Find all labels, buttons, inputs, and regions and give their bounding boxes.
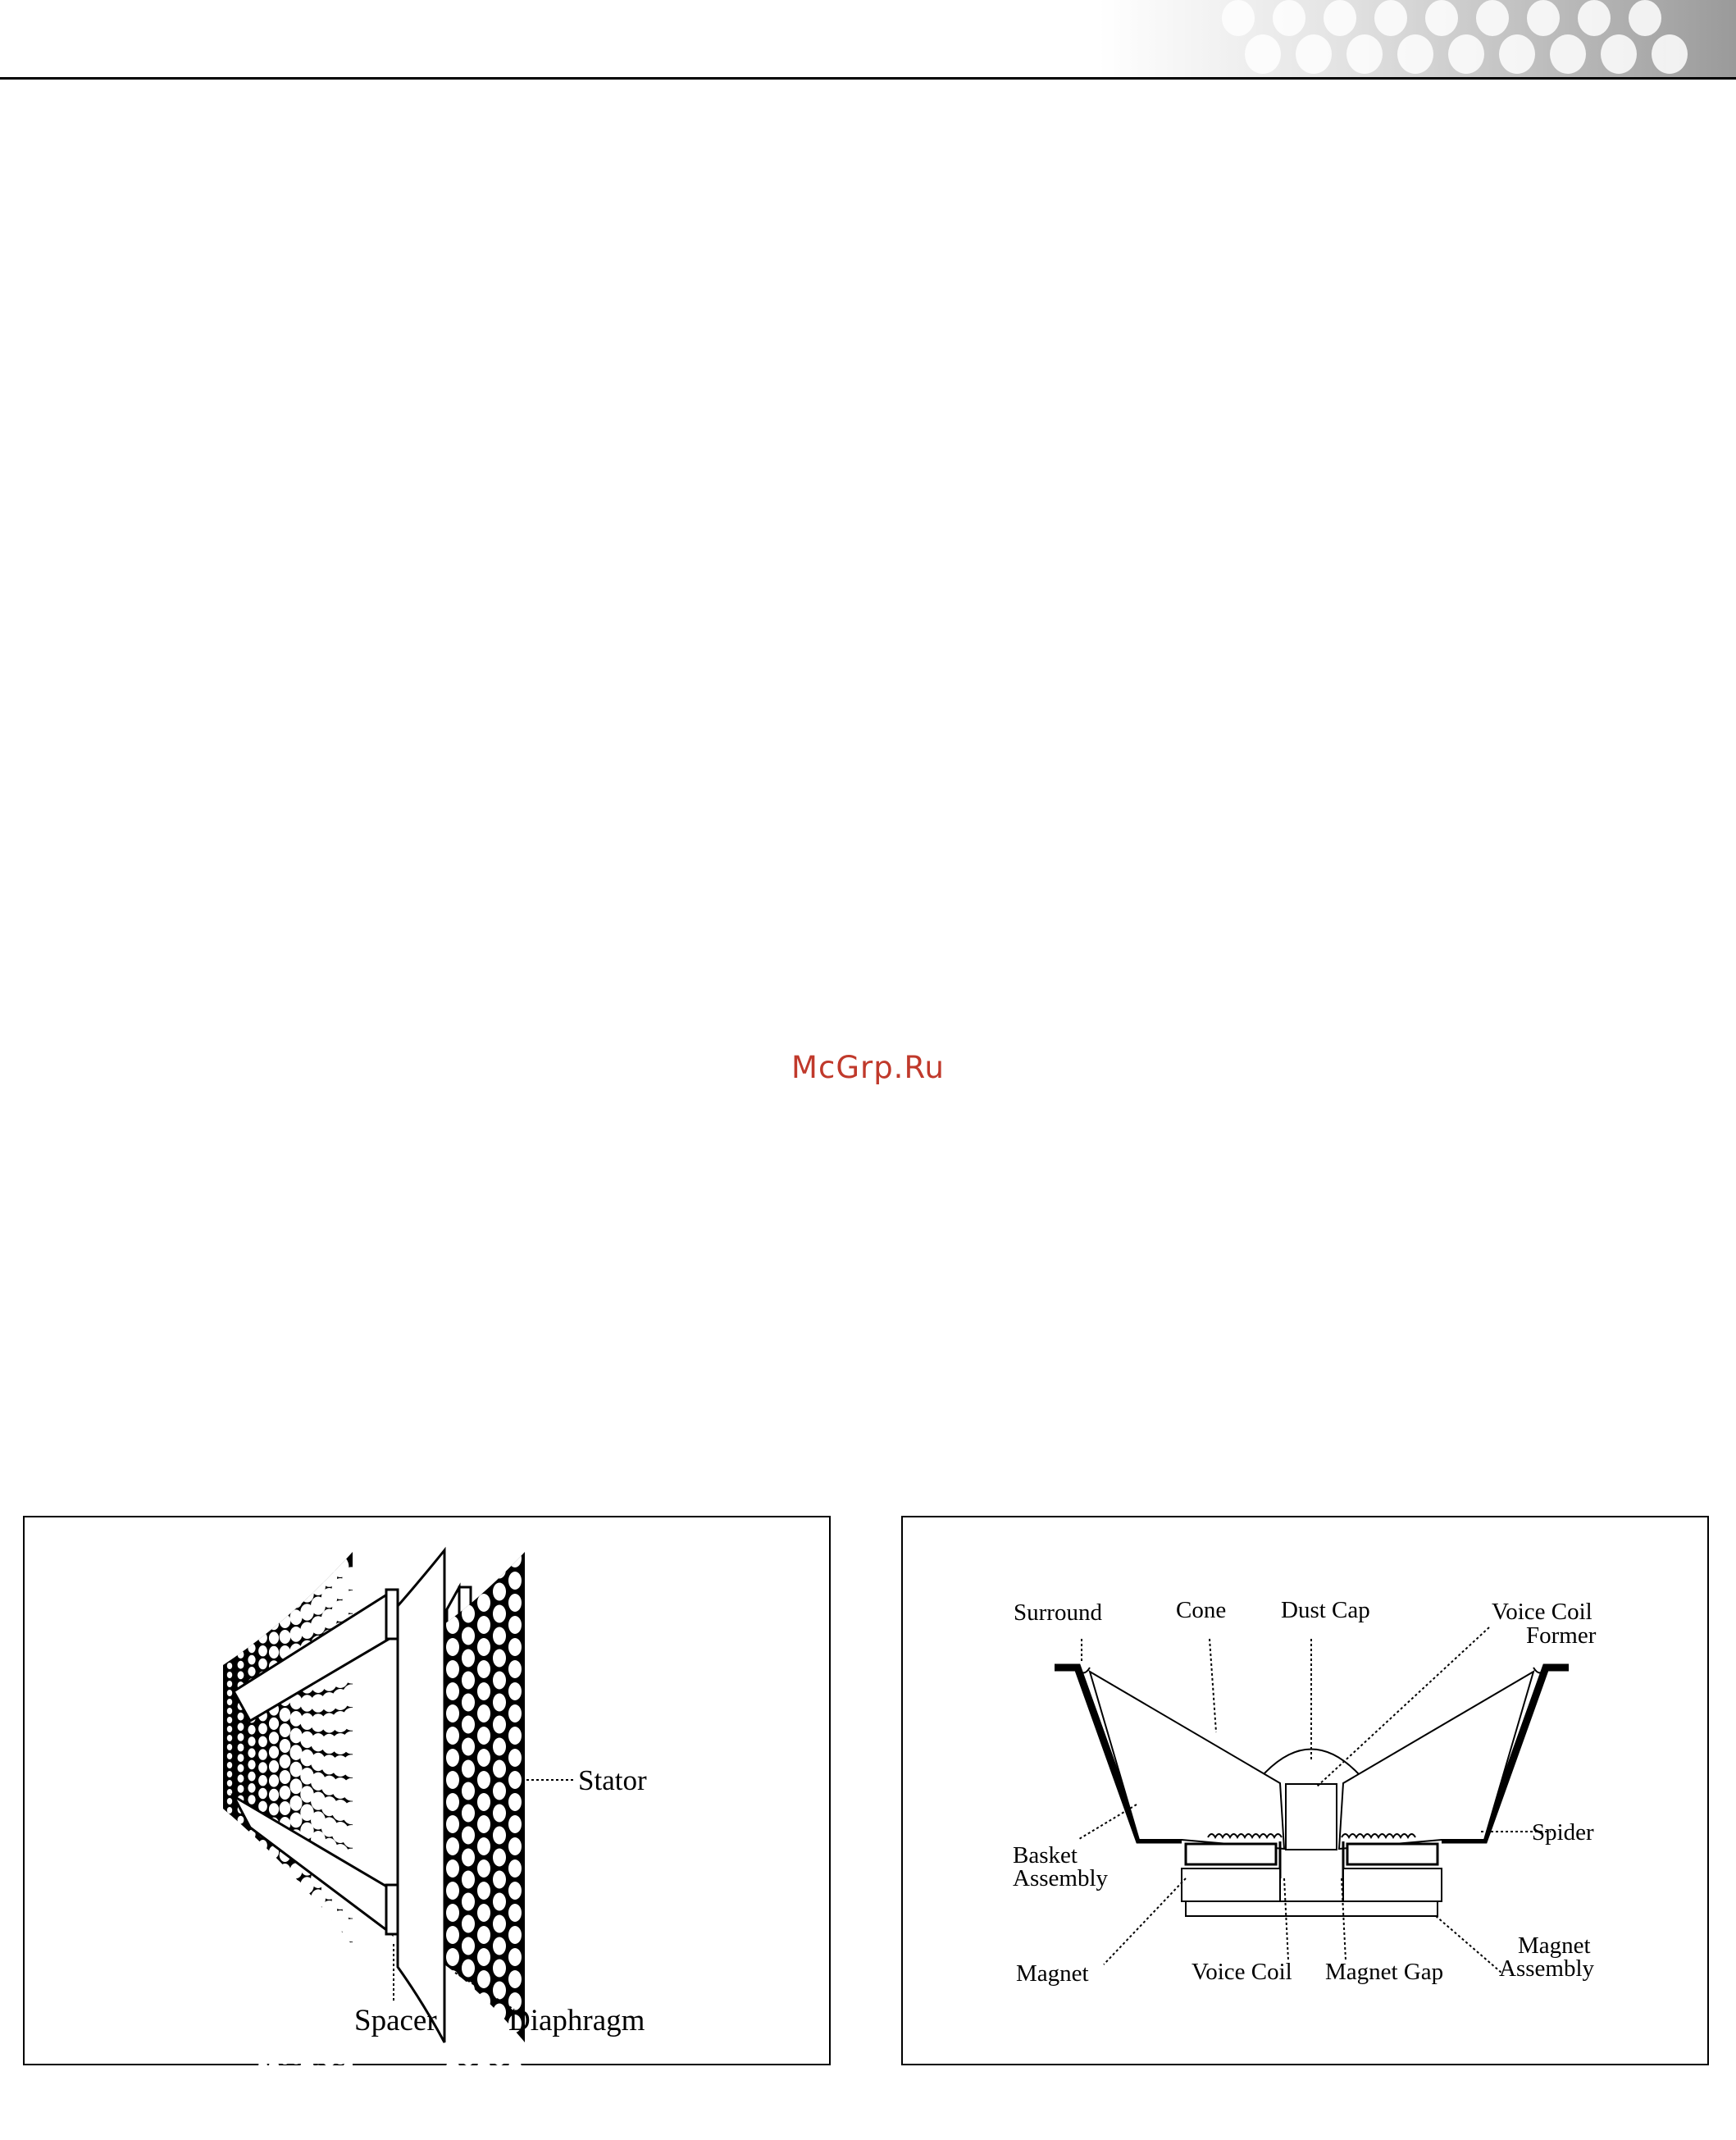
watermark: McGrp.Ru	[791, 1050, 945, 1085]
label-dust-cap: Dust Cap	[1281, 1597, 1370, 1623]
label-magnet-gap: Magnet Gap	[1325, 1959, 1444, 1985]
label-magnet: Magnet	[1016, 1960, 1089, 1987]
label-magnet-assembly-1: Magnet	[1518, 1932, 1591, 1959]
label-diaphragm: Diaphragm	[508, 2004, 645, 2037]
header-decoration	[1099, 0, 1736, 77]
label-magnet-assembly-2: Assembly	[1499, 1955, 1594, 1982]
label-basket-1: Basket	[1013, 1842, 1078, 1869]
label-surround: Surround	[1014, 1599, 1102, 1626]
dynamic-driver-diagram-panel	[901, 1516, 1709, 2065]
voice-coil-former	[1286, 1784, 1337, 1850]
electrostatic-diagram-panel	[23, 1516, 831, 2065]
label-voice-coil-former-2: Former	[1526, 1622, 1597, 1649]
label-voice-coil: Voice Coil	[1192, 1959, 1292, 1985]
label-spacer: Spacer	[354, 2004, 437, 2037]
cone	[1090, 1672, 1284, 1849]
label-voice-coil-former-1: Voice Coil	[1492, 1599, 1592, 1625]
magnet-assembly	[1186, 1901, 1438, 1916]
dynamic-driver-diagram	[903, 1517, 1711, 2067]
electrostatic-diagram	[25, 1517, 832, 2067]
label-spider: Spider	[1532, 1819, 1594, 1846]
diaphragm	[398, 1550, 444, 2042]
label-basket-2: Assembly	[1013, 1865, 1108, 1891]
magnet	[1182, 1869, 1280, 1901]
header-rule	[0, 77, 1736, 80]
label-stator: Stator	[578, 1764, 647, 1796]
label-cone: Cone	[1176, 1597, 1227, 1623]
